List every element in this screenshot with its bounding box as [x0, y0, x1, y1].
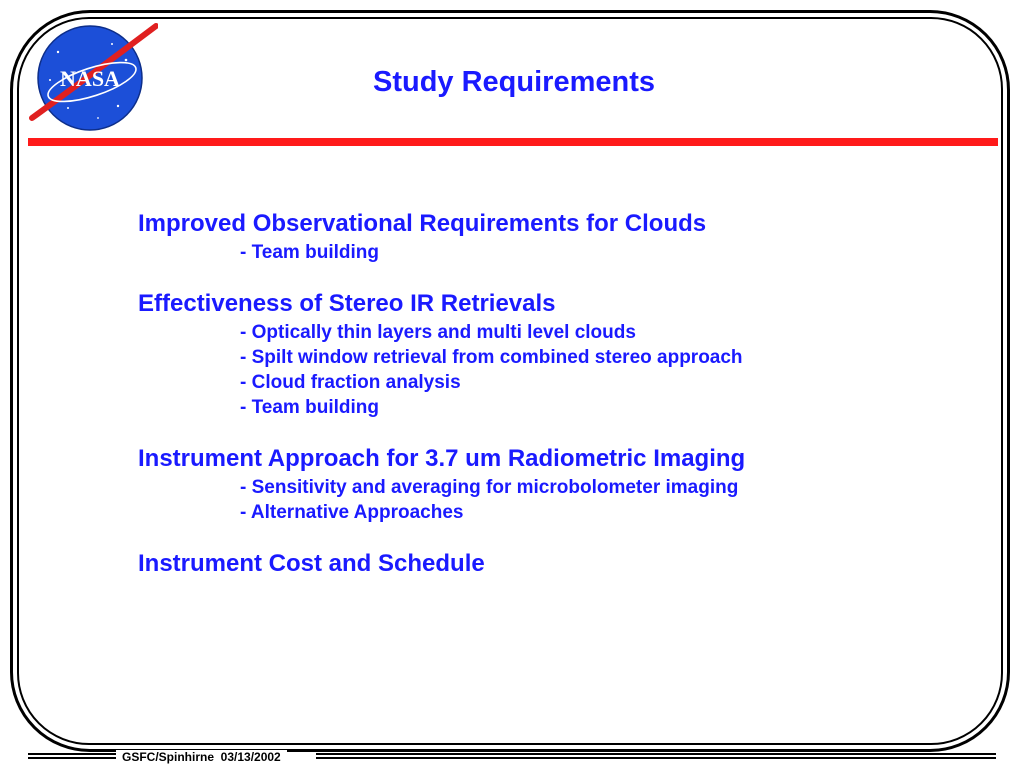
section-2	[138, 288, 745, 420]
section-heading: Instrument Cost and Schedule	[138, 550, 485, 577]
nasa-logo-text: NASA	[60, 66, 120, 91]
section-item: - Spilt window retrieval from combined stereo approach	[240, 347, 743, 368]
section-heading: Effectiveness of Stereo IR Retrievals	[138, 290, 556, 317]
footer-line-right-1	[316, 753, 996, 755]
section-item: - Team building	[240, 242, 379, 263]
section-4	[138, 548, 745, 580]
section-item: - Sensitivity and averaging for microbolometer imaging	[240, 477, 739, 498]
slide-title: Study Requirements	[373, 66, 655, 98]
section-item: - Team building	[240, 397, 379, 418]
footer-line-right-2	[316, 757, 996, 759]
section-item: - Cloud fraction analysis	[240, 372, 461, 393]
section-heading: Improved Observational Requirements for Clouds	[138, 210, 707, 237]
section-heading: Instrument Approach for 3.7 um Radiometric Imaging	[138, 445, 746, 472]
section-1	[138, 208, 745, 265]
title-rule	[28, 138, 998, 146]
footer-text: GSFC/Spinhirne 03/13/2002	[116, 750, 287, 764]
footer-line-left-1	[28, 753, 118, 755]
section-3	[138, 443, 745, 525]
footer-line-left-2	[28, 757, 118, 759]
section-item: - Alternative Approaches	[240, 502, 464, 523]
section-item: - Optically thin layers and multi level clouds	[240, 322, 636, 343]
slide-body	[138, 208, 745, 603]
